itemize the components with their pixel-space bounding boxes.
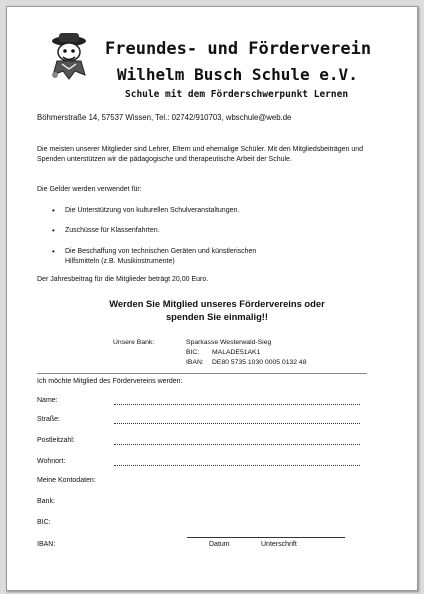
appeal-line: Werden Sie Mitglied unseres Fördervereins oder — [109, 298, 325, 309]
street-label: Straße: — [37, 416, 60, 423]
membership-appeal — [67, 297, 367, 323]
bic-key: BIC: — [186, 349, 200, 356]
signature-label: Unterschrift — [261, 541, 297, 548]
date-label: Datum — [209, 541, 230, 548]
name-label: Name: — [37, 397, 58, 404]
bank-field-label: Bank: — [37, 498, 55, 505]
bic-row — [186, 348, 307, 358]
zip-field[interactable] — [114, 444, 360, 445]
bullet-item: • Die Unterstützung von kulturellen Schulveranstaltungen. — [65, 206, 239, 216]
street-field[interactable] — [114, 423, 360, 424]
intro-paragraph: Die meisten unserer Mitglieder sind Lehrer, Eltern und ehemalige Schüler. Mit den Mitgliedsbeiträgen und Spenden unterstützen wir die pädagogische und therapeutische Arbeit der Schule. — [37, 146, 364, 163]
iban-field-label: IBAN: — [37, 541, 56, 548]
membership-form-title: Ich möchte Mitglied des Fördervereins werden: — [37, 378, 183, 385]
city-field[interactable] — [114, 465, 360, 466]
bank-label: Unsere Bank: — [113, 339, 155, 346]
account-heading: Meine Kontodaten: — [37, 477, 96, 484]
iban-row — [186, 358, 307, 368]
school-mascot-logo — [45, 31, 93, 81]
school-subtitle: Schule mit dem Förderschwerpunkt Lernen — [125, 89, 349, 100]
iban-value: DE80 5735 1030 0005 0132 48 — [212, 359, 307, 366]
school-name: Wilhelm Busch Schule e.V. — [117, 65, 358, 84]
document-page — [6, 6, 418, 591]
section-divider — [37, 373, 367, 374]
appeal-line: spenden Sie einmalig!! — [165, 311, 269, 322]
name-field[interactable] — [114, 404, 360, 405]
contact-address: Böhmerstraße 14, 57537 Wissen, Tel.: 02742/910703, wbschule@web.de — [37, 113, 292, 122]
iban-key: IBAN: — [186, 359, 204, 366]
zip-label: Postleitzahl: — [37, 437, 75, 444]
signature-line[interactable] — [187, 537, 345, 538]
bic-value: MALADE51AK1 — [212, 349, 261, 356]
usage-heading: Die Gelder werden verwendet für: — [37, 186, 142, 193]
bullet-item: • Die Beschaffung von technischen Geräten und künstlerischen Hilfsmitteln (z.B. Musikinstrumente) — [65, 247, 285, 267]
annual-fee: Der Jahresbeitrag für die Mitglieder beträgt 20,00 Euro. — [37, 276, 209, 283]
bank-details — [186, 338, 307, 368]
club-title: Freundes- und Förderverein — [105, 39, 372, 59]
bullet-item: • Zuschüsse für Klassenfahrten. — [65, 226, 160, 236]
city-label: Wohnort: — [37, 458, 66, 465]
bic-field-label: BIC: — [37, 519, 51, 526]
bank-name: Sparkasse Westerwald-Sieg — [186, 339, 272, 346]
